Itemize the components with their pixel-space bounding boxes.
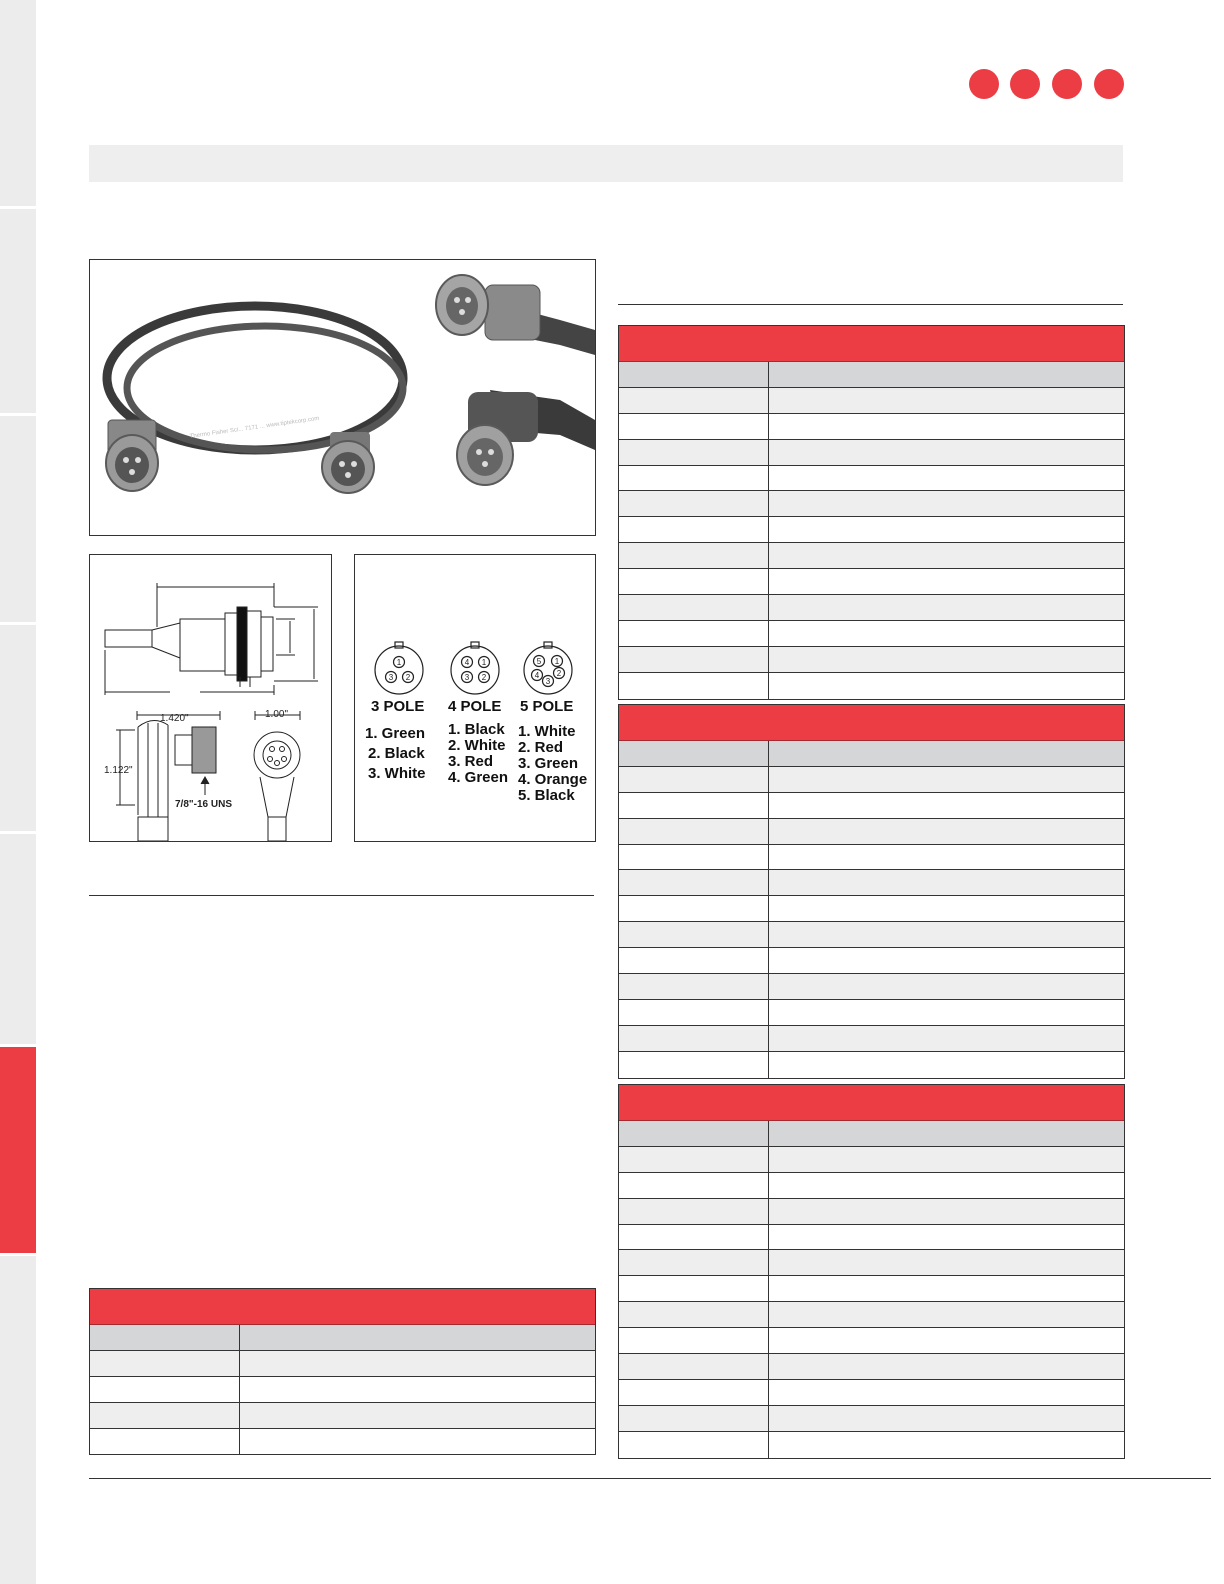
table-row	[90, 1377, 595, 1403]
table-row	[619, 517, 1124, 543]
table-row	[619, 1147, 1124, 1173]
table-row	[619, 896, 1124, 922]
svg-text:5: 5	[536, 657, 542, 666]
table-row	[619, 793, 1124, 819]
svg-text:Thermo Fisher Sci... 7171 ...: Thermo Fisher Sci... 7171 ... www.tiptekcorp.com	[189, 415, 320, 440]
pole-title-5: 5 POLE	[520, 698, 574, 715]
side-tab-3[interactable]	[0, 416, 36, 625]
table-row	[619, 767, 1124, 793]
table-row	[619, 1052, 1124, 1078]
dim-height-label: 1.122"	[104, 765, 133, 776]
table-row	[619, 1250, 1124, 1276]
pole4-pin-1: 1. Black	[448, 721, 505, 738]
table-row	[619, 440, 1124, 466]
table-row	[619, 819, 1124, 845]
rule-right-top	[618, 304, 1123, 305]
pole5-pin-4: 4. Orange	[518, 771, 588, 788]
table-row	[619, 673, 1124, 699]
side-rail-divider	[36, 0, 40, 1584]
rule-footer	[89, 1478, 1211, 1479]
side-tab-rail	[0, 0, 36, 1584]
table-row	[619, 870, 1124, 896]
table-row	[619, 1000, 1124, 1026]
pole5-pin-2: 2. Red	[518, 739, 564, 756]
pole5-pin-1: 1. White	[518, 723, 576, 740]
table-row	[619, 948, 1124, 974]
decor-dot-3	[1052, 69, 1082, 99]
svg-text:3: 3	[545, 677, 551, 686]
table-row	[619, 595, 1124, 621]
svg-text:2: 2	[405, 673, 411, 682]
decor-dot-1	[969, 69, 999, 99]
table-row	[619, 922, 1124, 948]
side-tab-active[interactable]	[0, 1047, 36, 1256]
table-row	[619, 1380, 1124, 1406]
pole4-pin-3: 3. Red	[448, 753, 494, 770]
table-row	[619, 621, 1124, 647]
svg-text:4: 4	[534, 671, 540, 680]
pole5-pin-3: 3. Green	[518, 755, 579, 772]
svg-text:3: 3	[388, 673, 394, 682]
spec-table-right-2-header	[619, 705, 1124, 741]
pole3-pin-1: 1. Green	[365, 725, 426, 742]
table-row	[619, 974, 1124, 1000]
table-row	[619, 1328, 1124, 1354]
dim-thread-label: 7/8"-16 UNS	[175, 799, 232, 810]
table-row	[619, 543, 1124, 569]
side-tab-2[interactable]	[0, 209, 36, 416]
table-row	[619, 1199, 1124, 1225]
pole4-pin-4: 4. Green	[448, 769, 509, 786]
svg-text:2: 2	[481, 673, 487, 682]
table-row	[619, 414, 1124, 440]
table-row	[619, 1173, 1124, 1199]
spec-table-left-header	[90, 1289, 595, 1325]
decor-dot-4	[1094, 69, 1124, 99]
table-row	[619, 1432, 1124, 1458]
dim-face-label: 1.00"	[265, 709, 289, 720]
table-column-header	[619, 741, 1124, 767]
table-row	[619, 466, 1124, 492]
svg-text:3: 3	[464, 673, 470, 682]
decor-dot-2	[1010, 69, 1040, 99]
rule-left-mid	[89, 895, 594, 896]
side-tab-7[interactable]	[0, 1256, 36, 1584]
svg-text:2: 2	[556, 669, 562, 678]
table-column-header	[90, 1325, 595, 1351]
pinout-frame	[354, 554, 596, 842]
svg-text:1: 1	[554, 657, 560, 666]
dimension-drawing-frame	[89, 554, 332, 842]
pinout-diagram	[355, 555, 595, 841]
table-row	[619, 491, 1124, 517]
product-photo-frame	[89, 259, 596, 536]
pole4-pin-2: 2. White	[448, 737, 506, 754]
table-row	[619, 569, 1124, 595]
pole-title-4: 4 POLE	[448, 698, 502, 715]
table-row	[90, 1429, 595, 1455]
table-row	[90, 1403, 595, 1429]
side-tab-5[interactable]	[0, 834, 36, 1047]
pole3-pin-2: 2. Black	[368, 745, 425, 762]
title-band	[89, 145, 1123, 182]
pole5-pin-5: 5. Black	[518, 787, 575, 804]
cable-photo-illustration	[90, 260, 595, 535]
table-row	[619, 388, 1124, 414]
spec-table-left	[89, 1288, 596, 1455]
spec-table-right-3	[618, 1084, 1125, 1459]
svg-text:1: 1	[481, 658, 487, 667]
table-row	[619, 1302, 1124, 1328]
dimension-drawing	[90, 555, 331, 841]
table-column-header	[619, 1121, 1124, 1147]
pole-title-3: 3 POLE	[371, 698, 425, 715]
spec-table-right-1	[618, 325, 1125, 700]
spec-table-right-2	[618, 704, 1125, 1079]
side-tab-1[interactable]	[0, 0, 36, 209]
svg-text:1: 1	[396, 658, 402, 667]
table-row	[619, 1276, 1124, 1302]
table-column-header	[619, 362, 1124, 388]
spec-table-right-1-header	[619, 326, 1124, 362]
pole3-pin-3: 3. White	[368, 765, 426, 782]
side-tab-4[interactable]	[0, 625, 36, 834]
table-row	[619, 1354, 1124, 1380]
table-row	[619, 647, 1124, 673]
dim-width-label: 1.420"	[160, 713, 189, 724]
table-row	[619, 1225, 1124, 1251]
table-row	[619, 1026, 1124, 1052]
spec-table-right-3-header	[619, 1085, 1124, 1121]
svg-text:4: 4	[464, 658, 470, 667]
table-row	[90, 1351, 595, 1377]
table-row	[619, 845, 1124, 871]
table-row	[619, 1406, 1124, 1432]
